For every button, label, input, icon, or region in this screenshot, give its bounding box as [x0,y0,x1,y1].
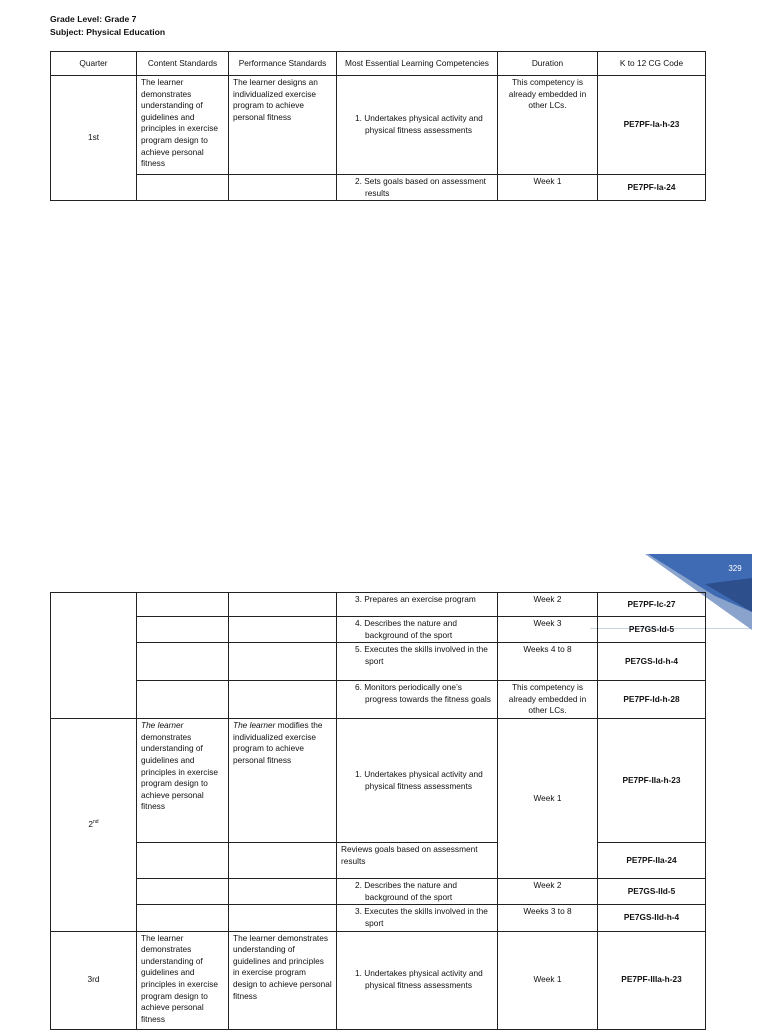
performance-standard-cell [229,617,337,643]
duration-cell: Week 2 [498,593,598,617]
content-standard-cell [137,905,229,931]
competency-cell: 4. Describes the nature and background of the sport [337,617,498,643]
curriculum-table-page-2 [50,592,706,1030]
competency-cell: 6. Monitors periodically one’s progress towards the fitness goals [337,681,498,719]
col-header-competencies: Most Essential Learning Competencies [337,52,498,76]
content-standard-cell [137,681,229,719]
table-row [51,931,706,1029]
code-cell: PE7PF-IIIa-h-23 [598,931,706,1029]
performance-standard-cell [229,593,337,617]
table-row [51,617,706,643]
subject-label: Subject: Physical Education [50,27,166,37]
table-row [51,76,706,175]
performance-standard-cell [229,681,337,719]
content-standard-cell [137,879,229,905]
quarter-cell: 2nd [51,719,137,931]
code-cell: PE7GS-Id-5 [598,617,706,643]
competency-cell: 3. Executes the skills involved in the sport [337,905,498,931]
competency-cell: Reviews goals based on assessment results [337,843,498,879]
competency-cell: 2. Describes the nature and background of the sport [337,879,498,905]
content-standard-cell [137,593,229,617]
code-cell: PE7PF-Ia-h-23 [598,76,706,175]
code-cell: PE7PF-Ia-24 [598,175,706,201]
grade-level-label: Grade Level: Grade 7 [50,14,137,24]
content-standard-cell [137,643,229,681]
performance-standard-cell [229,643,337,681]
col-header-performance-standards: Performance Standards [229,52,337,76]
competency-cell: 1. Undertakes physical activity and physical fitness assessments [337,931,498,1029]
duration-cell: Week 1 [498,175,598,201]
competency-cell: 2. Sets goals based on assessment results [337,175,498,201]
code-cell: PE7GS-IId-h-4 [598,905,706,931]
col-header-duration: Duration [498,52,598,76]
curriculum-table-page-1 [50,51,706,201]
table-row [51,593,706,617]
quarter-cell: 3rd [51,931,137,1029]
col-header-code: K to 12 CG Code [598,52,706,76]
table-row [51,879,706,905]
competency-cell: 1. Undertakes physical activity and physical fitness assessments [337,76,498,175]
duration-cell: Week 1 [498,931,598,1029]
duration-cell: This competency is already embedded in other LCs. [498,681,598,719]
competency-cell: 3. Prepares an exercise program [337,593,498,617]
table-row [51,905,706,931]
code-cell: PE7PF-Id-h-28 [598,681,706,719]
content-standard-cell: The learner demonstrates understanding of guidelines and principles in exercise program design to achieve personal fitness [137,931,229,1029]
table-row [51,843,706,879]
content-standard-cell [137,843,229,879]
table-row [51,681,706,719]
table-row [51,643,706,681]
duration-cell: Weeks 4 to 8 [498,643,598,681]
page-number: 329 [728,564,742,573]
quarter-cell [51,593,137,719]
competency-cell: 1. Undertakes physical activity and physical fitness assessments [337,719,498,843]
content-standard-cell: The learner demonstrates understanding of guidelines and principles in exercise program design to achieve personal fitness [137,719,229,843]
col-header-quarter: Quarter [51,52,137,76]
performance-standard-cell: The learner designs an individualized exercise program to achieve personal fitness [229,76,337,175]
content-standard-cell [137,175,229,201]
code-cell: PE7PF-Ic-27 [598,593,706,617]
code-cell: PE7PF-IIa-h-23 [598,719,706,843]
content-standard-cell [137,617,229,643]
duration-cell: This competency is already embedded in other LCs. [498,76,598,175]
code-cell: PE7PF-IIa-24 [598,843,706,879]
performance-standard-cell [229,879,337,905]
content-standard-cell: The learner demonstrates understanding of guidelines and principles in exercise program design to achieve personal fitness [137,76,229,175]
quarter-cell: 1st [51,76,137,201]
performance-standard-cell [229,843,337,879]
table-row [51,719,706,843]
duration-cell: Week 2 [498,879,598,905]
performance-standard-cell [229,175,337,201]
duration-cell: Week 3 [498,617,598,643]
duration-cell: Week 1 [498,719,598,879]
code-cell: PE7GS-IId-5 [598,879,706,905]
table-header-row [51,52,706,76]
performance-standard-cell [229,905,337,931]
col-header-content-standards: Content Standards [137,52,229,76]
performance-standard-cell: The learner modifies the individualized exercise program to achieve personal fitness [229,719,337,843]
duration-cell: Weeks 3 to 8 [498,905,598,931]
performance-standard-cell: The learner demonstrates understanding of guidelines and principles in exercise program design to achieve personal fitness [229,931,337,1029]
code-cell: PE7GS-Id-h-4 [598,643,706,681]
competency-cell: 5. Executes the skills involved in the sport [337,643,498,681]
table-row [51,175,706,201]
